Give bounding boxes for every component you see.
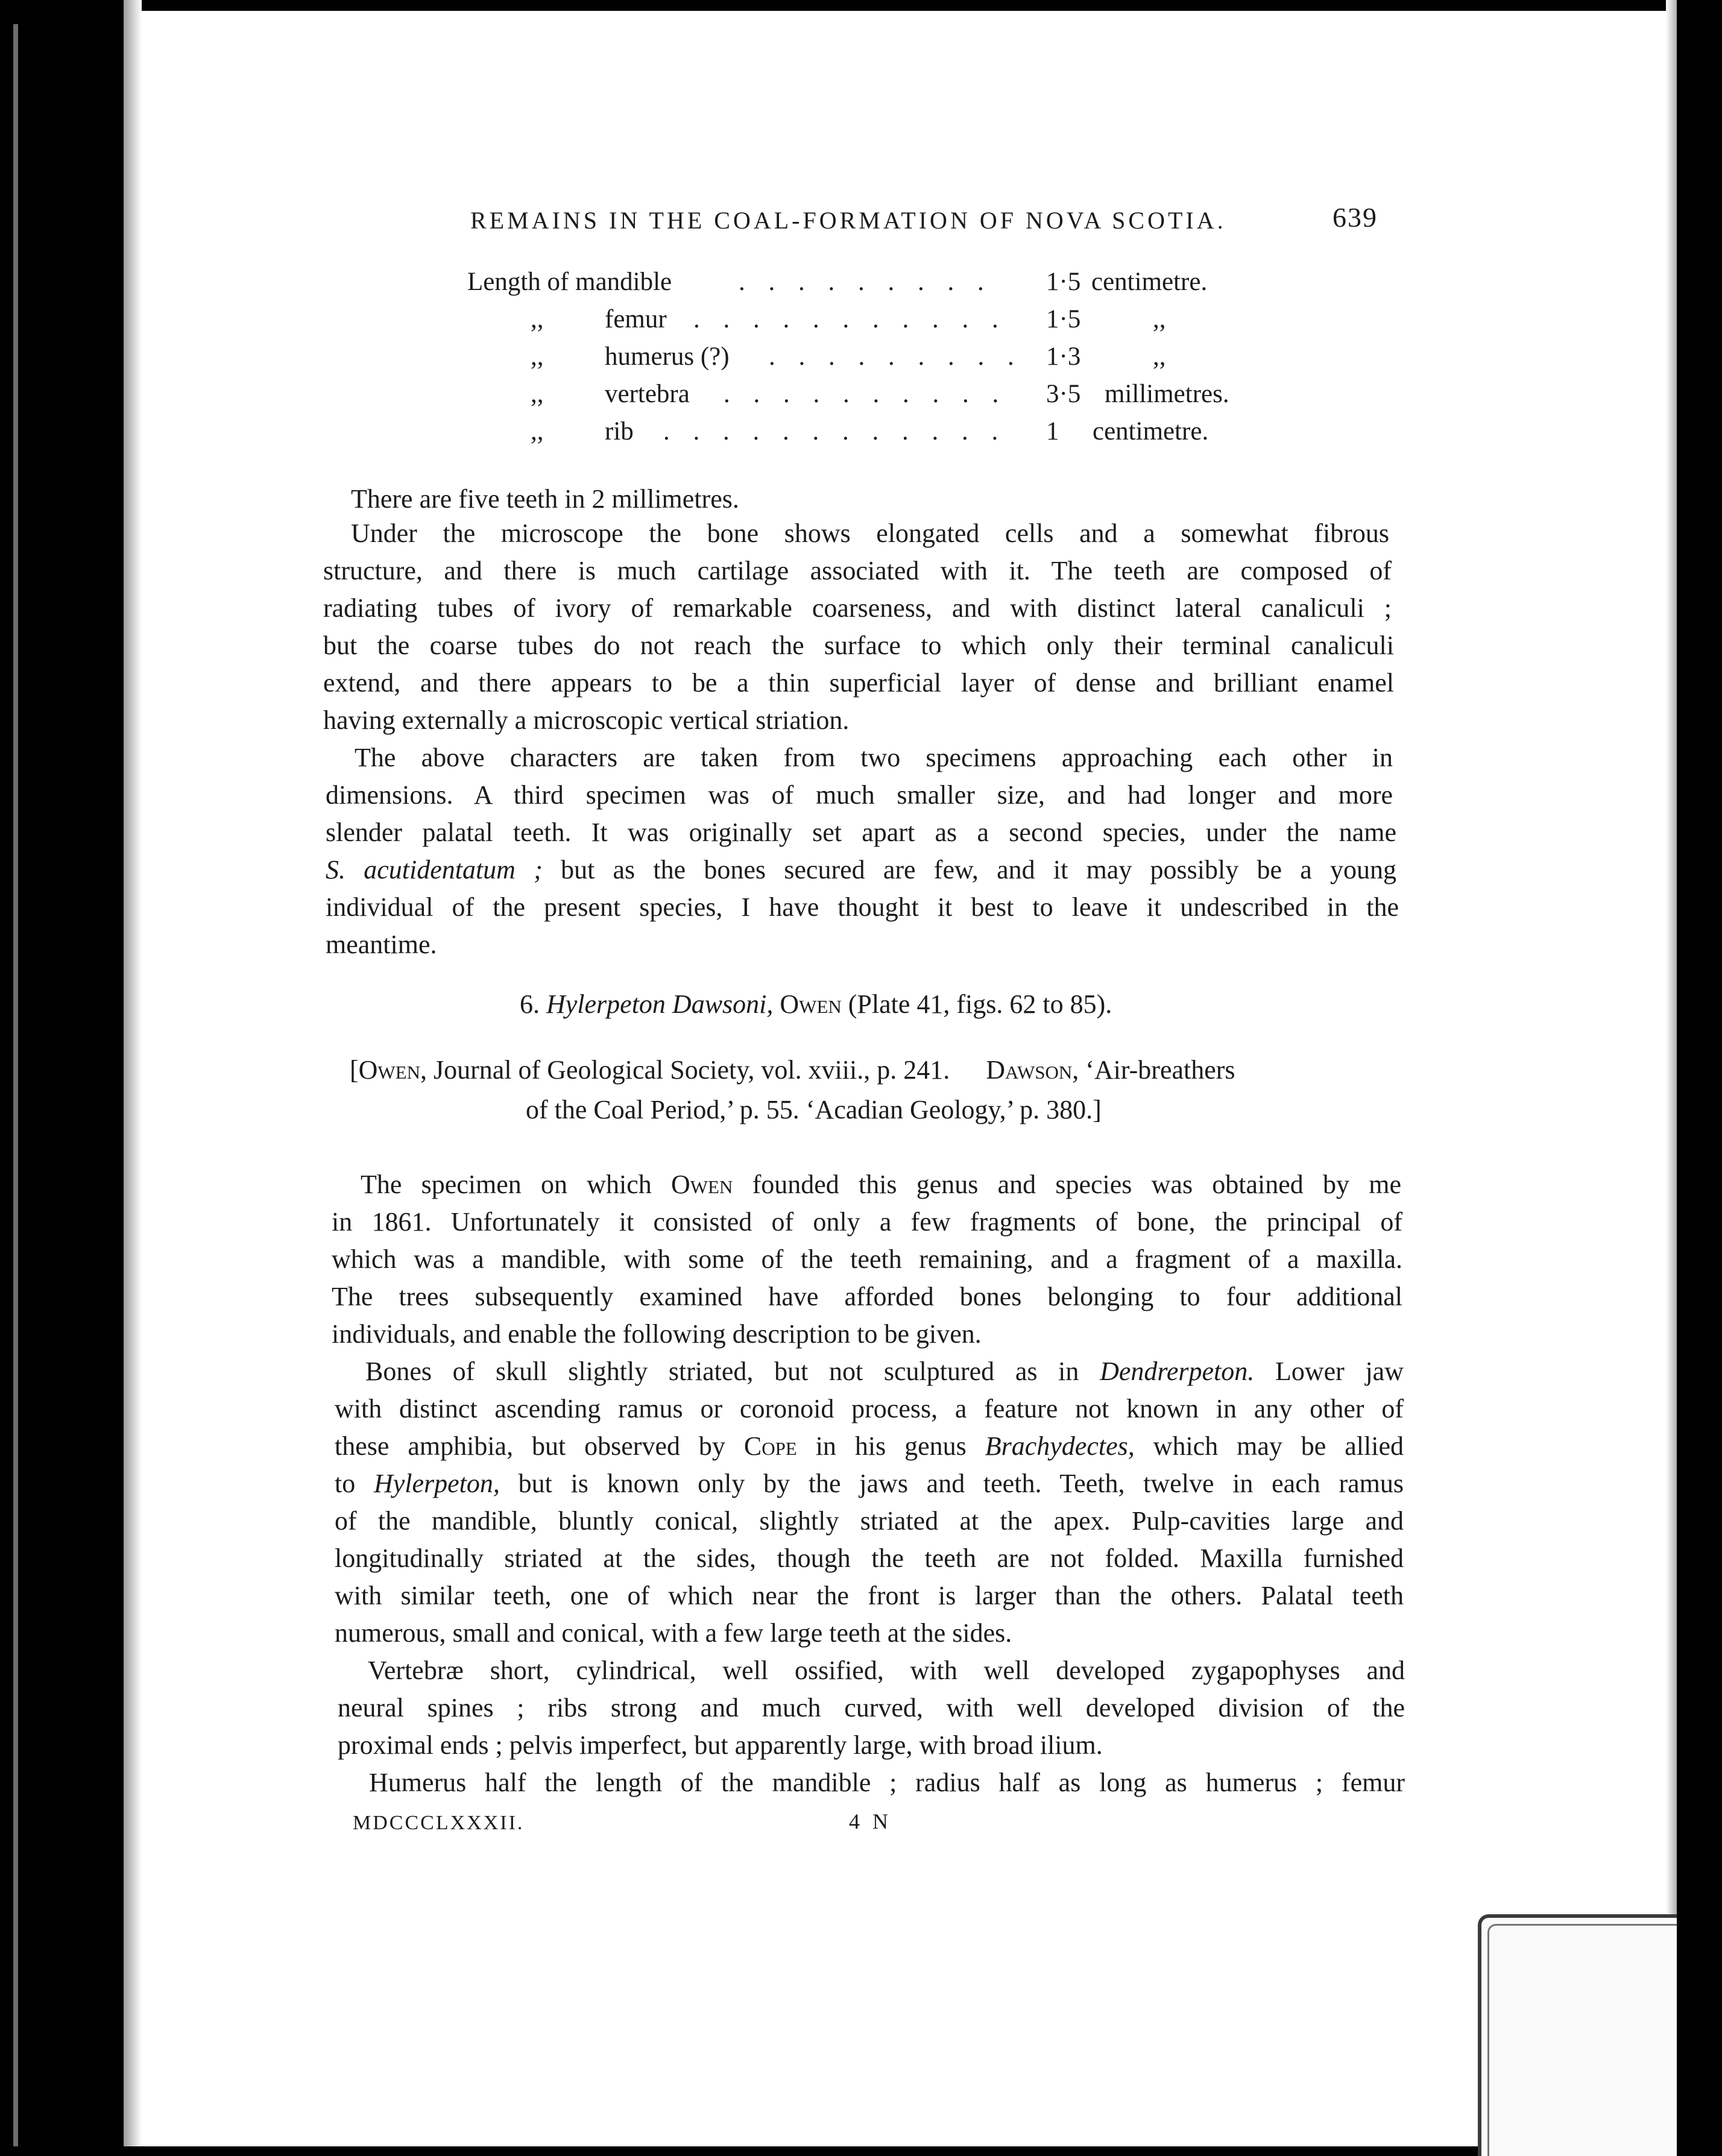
body-text-line (365, 1355, 1404, 1388)
body-text-line (326, 853, 1396, 887)
sheet-mark: 4 N (849, 1809, 892, 1833)
plate-reference: (Plate 41, figs. 62 to 85). (848, 989, 1112, 1019)
page-edge-shadow (1666, 0, 1677, 2156)
scan-border-top (0, 0, 1722, 11)
leader-dots: . . . . . . . . . . . . (663, 417, 1007, 446)
body-text-line: extend, and there appears to be a thin superficial layer of dense and brilliant enamel (323, 668, 1394, 698)
measurement-unit: centimetre. (1091, 268, 1208, 296)
body-text-line: individual of the present species, I have thought it best to leave it undescribed in the (326, 892, 1399, 922)
measurement-value: 1·5 (1046, 268, 1081, 296)
body-text-line (361, 1168, 1401, 1202)
body-text-line (335, 1467, 1404, 1501)
ditto-mark: ,, (531, 305, 544, 333)
scan-border-bottom (0, 2146, 1722, 2156)
leader-dots: . . . . . . . . . (739, 268, 992, 296)
page-corner-fold (1478, 1914, 1677, 2156)
body-text-line: The above characters are taken from two specimens approaching each other in (355, 743, 1393, 772)
ditto-mark: ,, (531, 380, 544, 408)
bracket: [ (350, 1055, 359, 1085)
measurement-label: femur (605, 305, 667, 333)
body-text-line: Vertebræ short, cylindrical, well ossified, with well developed zygapophyses and (368, 1656, 1405, 1685)
author-name: Cope (743, 1431, 797, 1461)
body-text-line (335, 1429, 1404, 1463)
section-number: 6. (520, 989, 540, 1019)
page-gutter-shadow (124, 0, 142, 2156)
leader-dots: . . . . . . . . . . (724, 380, 1008, 408)
scan-border-left (0, 0, 124, 2156)
citation-line (350, 1053, 1235, 1087)
measurement-value: 1 (1046, 417, 1059, 446)
body-text-line: individuals, and enable the following description to be given. (332, 1319, 982, 1349)
measurement-unit: millimetres. (1105, 380, 1229, 408)
citation-line: of the Coal Period,’ p. 55. ‘Acadian Geology,’ p. 380.] (526, 1095, 1102, 1124)
page-number: 639 (1332, 202, 1378, 233)
genus-italic: Dendrerpeton. (1100, 1357, 1255, 1386)
body-text-line: which was a mandible, with some of the teeth remaining, and a fragment of a maxilla. (332, 1244, 1402, 1274)
measurement-unit: centimetre. (1093, 417, 1209, 446)
body-text-line: slender palatal teeth. It was originally set apart as a second species, under the name (326, 818, 1396, 847)
text-run: but as the bones secured are few, and it may possibly be a young (542, 855, 1396, 884)
measurement-value: 1·3 (1046, 342, 1081, 371)
genus-italic: Brachydectes, (985, 1431, 1135, 1461)
body-text-line: meantime. (326, 930, 437, 959)
body-text-line: neural spines ; ribs strong and much curved, with well developed division of the (338, 1693, 1405, 1723)
leader-dots: . . . . . . . . . . . (693, 305, 1007, 333)
citation-author: Dawson (986, 1055, 1073, 1085)
running-title: REMAINS IN THE COAL-FORMATION OF NOVA SCOTIA. (470, 207, 1226, 234)
measurement-value: 1·5 (1046, 305, 1081, 333)
text-run: in his genus (796, 1431, 985, 1461)
text-run: , ‘Air-breathers (1072, 1055, 1235, 1085)
text-run: but is known only by the jaws and teeth. Teeth, twelve in each ramus (499, 1469, 1404, 1498)
measurement-label: rib (605, 417, 634, 446)
author-name: Owen (670, 1170, 733, 1199)
citation-author: Owen (358, 1055, 421, 1085)
genus-italic: Hylerpeton, (373, 1469, 500, 1498)
body-text-line: dimensions. A third specimen was of much smaller size, and had longer and more (326, 780, 1393, 810)
leader-dots: . . . . . . . . . (769, 342, 1023, 371)
body-text-line: Under the microscope the bone shows elongated cells and a somewhat fibrous (351, 519, 1389, 548)
body-text-line: numerous, small and conical, with a few large teeth at the sides. (335, 1618, 1012, 1648)
section-author: Owen (780, 989, 842, 1019)
text-run: these amphibia, but observed by (335, 1431, 744, 1461)
ditto-mark: ,, (531, 342, 544, 371)
body-text-line: with distinct ascending ramus or coronoid process, a feature not known in any other of (335, 1394, 1404, 1423)
genus-species: Hylerpeton Dawsoni, (546, 989, 774, 1019)
ditto-mark: ,, (531, 417, 544, 446)
text-run: Bones of skull slightly striated, but not sculptured as in (365, 1357, 1100, 1386)
text-run: The specimen on which (361, 1170, 671, 1199)
text-run: founded this genus and species was obtained by me (733, 1170, 1401, 1199)
body-text-line: having externally a microscopic vertical striation. (323, 705, 850, 735)
measurement-value: 3·5 (1046, 380, 1081, 408)
volume-signature: MDCCCLXXXII. (353, 1812, 525, 1834)
body-text-line: There are five teeth in 2 millimetres. (351, 484, 739, 514)
species-name-italic: S. acutidentatum ; (326, 855, 543, 884)
body-text-line: but the coarse tubes do not reach the surface to which only their terminal canaliculi (323, 631, 1394, 660)
body-text-line: proximal ends ; pelvis imperfect, but apparently large, with broad ilium. (338, 1730, 1103, 1760)
body-text-line: of the mandible, bluntly conical, slightly striated at the apex. Pulp-cavities large and (335, 1506, 1404, 1536)
previous-page-edge (13, 24, 18, 2156)
text-run: which may be allied (1134, 1431, 1404, 1461)
body-text-line: Humerus half the length of the mandible ; radius half as long as humerus ; femur (369, 1768, 1405, 1797)
scan-border-right (1677, 0, 1722, 2156)
section-heading (520, 989, 1112, 1020)
ditto-mark: ,, (1153, 342, 1166, 371)
body-text-line: with similar teeth, one of which near the front is larger than the others. Palatal teeth (335, 1581, 1404, 1610)
body-text-line: radiating tubes of ivory of remarkable coarseness, and with distinct lateral canaliculi ; (323, 593, 1392, 623)
body-text-line: longitudinally striated at the sides, though the teeth are not folded. Maxilla furnished (335, 1543, 1404, 1573)
measurement-label: humerus (?) (605, 342, 730, 371)
text-run: , Journal of Geological Society, vol. xviii., p. 241. (420, 1055, 950, 1085)
text-run: Lower jaw (1254, 1357, 1404, 1386)
measurement-label: Length of mandible (467, 268, 672, 296)
body-text-line: structure, and there is much cartilage associated with it. The teeth are composed of (323, 556, 1392, 585)
body-text-line: in 1861. Unfortunately it consisted of only a few fragments of bone, the principal of (332, 1207, 1402, 1237)
measurement-label: vertebra (605, 380, 690, 408)
body-text-line: The trees subsequently examined have afforded bones belonging to four additional (332, 1282, 1402, 1311)
text-run: to (335, 1469, 374, 1498)
ditto-mark: ,, (1153, 305, 1166, 333)
